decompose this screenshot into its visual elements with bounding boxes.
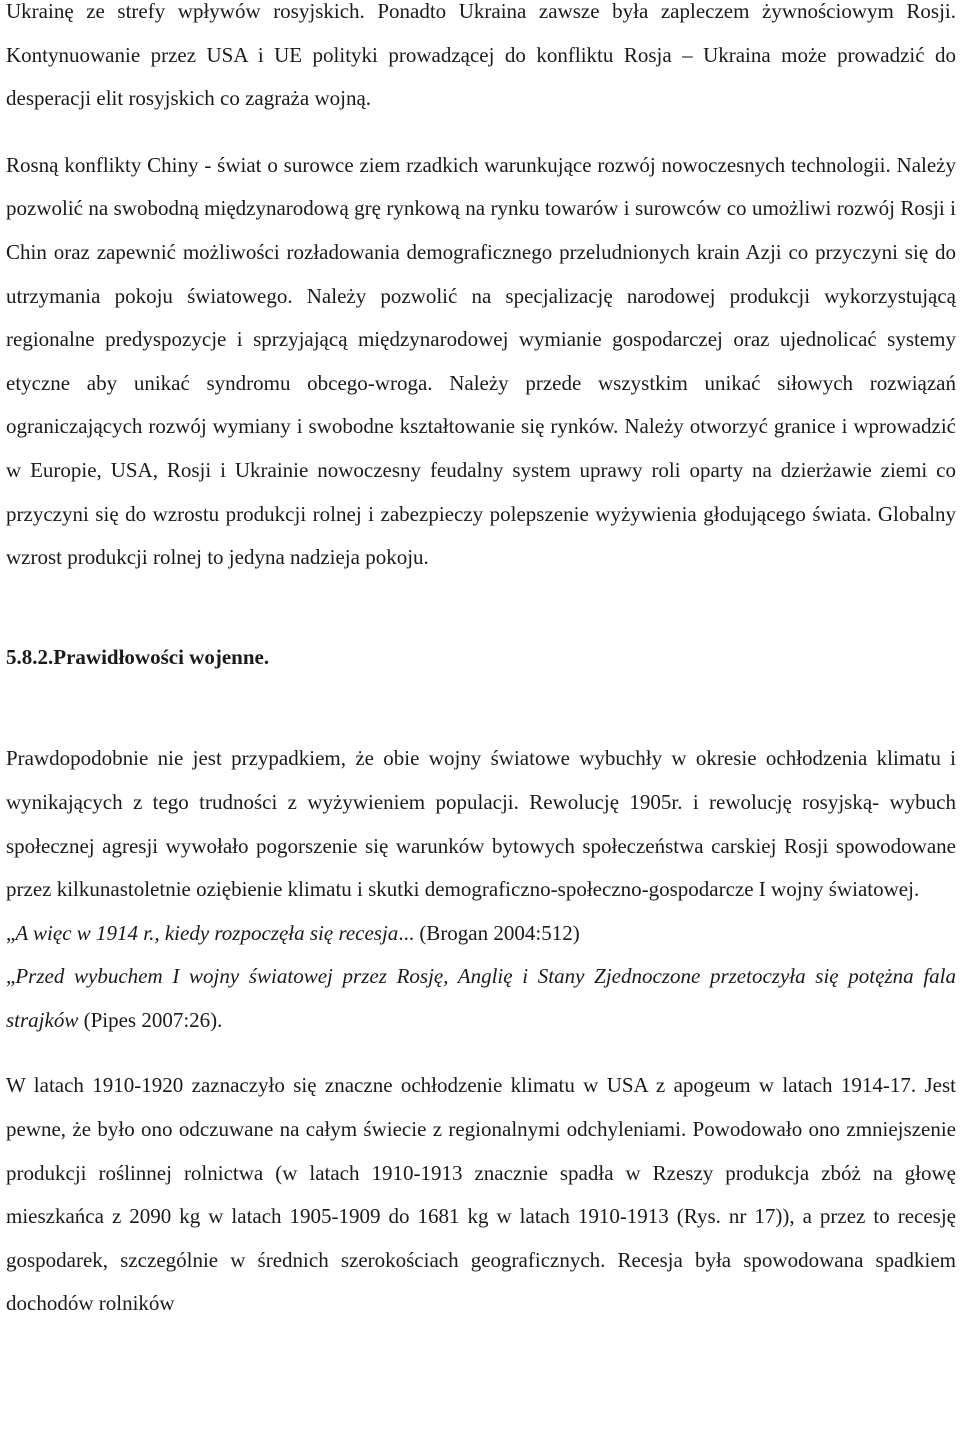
paragraph-climate-1910: W latach 1910-1920 zaznaczyło się znaczne ochłodzenie klimatu w USA z apogeum w latach 1914-17. Jest pewne, że było ono odczuwane na całym świecie z regionalnymi odchyleniami. Powodowało ono zmniejszenie produkcji roślinnej rolnictwa (w latach 1910-1913 znacznie spadła w Rzeszy produkcja zbóż na głowę mieszkańca z 2090 kg w latach 1905-1909 do 1681 kg w latach 1910-1913 (Rys. nr 17)), a przez to recesję gospodarek, szczególnie w średnich szerokościach geograficznych. Recesja była spowodowana spadkiem dochodów rolników [6, 1073, 956, 1316]
quote-pipes [6, 955, 956, 1042]
quote-brogan-italic: A więc w 1914 r., kiedy rozpoczęła się recesja [15, 920, 399, 945]
paragraph-china-resources: Rosną konflikty Chiny - świat o surowce ziem rzadkich warunkujące rozwój nowoczesnych technologii. Należy pozwolić na swobodną międzynarodową grę rynkową na rynku towarów i surowców co umożliwi rozwój Rosji i Chin oraz zapewnić możliwości rozładowania demograficznego przeludnionych krain Azji co przyczyni się do utrzymania pokoju światowego. Należy pozwolić na specjalizację narodowej produkcji wykorzystującą regionalne predyspozycje i sprzyjającą międzynarodowej wymianie gospodarczej oraz ujednolicać systemy etyczne aby unikać syndromu obcego-wroga. Należy przede wszystkim unikać siłowych rozwiązań ograniczających rozwój wymiany i swobodne kształtowanie się rynków. Należy otworzyć granice i wprowadzić w Europie, USA, Rosji i Ukrainie nowoczesny feudalny system uprawy roli oparty na dzierżawie ziemi co przyczyni się do wzrostu produkcji rolnej i zabezpieczy polepszenie wyżywienia głodującego świata. Globalny wzrost produkcji rolnej to jedyna nadzieja pokoju. [6, 152, 956, 570]
quote-pipes-open: „ [6, 964, 16, 989]
quote-brogan [6, 912, 956, 956]
quote-pipes-citation: (Pipes 2007:26). [78, 1007, 223, 1032]
section-title: Prawidłowości wojenne. [53, 644, 270, 669]
section-heading [6, 636, 956, 680]
section-number: 5.8.2. [6, 644, 54, 669]
quote-pipes-italic: Przed wybuchem I wojny światowej przez Rosję, Anglię i Stany Zjednoczone przetoczyła się potężna fala strajków [6, 964, 956, 1032]
quote-brogan-open: „ [6, 920, 16, 945]
document-page [6, 0, 956, 1326]
paragraph-war-regularities: Prawdopodobnie nie jest przypadkiem, że obie wojny światowe wybuchły w okresie ochłodzenia klimatu i wynikających z tego trudności z wyżywieniem populacji. Rewolucję 1905r. i rewolucję rosyjską- wybuch społecznej agresji wywołało pogorszenie się warunków bytowych społeczeństwa carskiej Rosji spowodowane przez kilkunastoletnie oziębienie klimatu i skutki demograficzno-społeczno-gospodarcze I wojny światowej. [6, 746, 956, 902]
paragraph-ukraine: Ukrainę ze strefy wpływów rosyjskich. Ponadto Ukraina zawsze była zapleczem żywnościowym Rosji. Kontynuowanie przez USA i UE polityki prowadzącej do konfliktu Rosja – Ukraina może prowadzić do desperacji elit rosyjskich co zagraża wojną. [6, 0, 956, 111]
quote-brogan-citation: ... (Brogan 2004:512) [398, 920, 580, 945]
